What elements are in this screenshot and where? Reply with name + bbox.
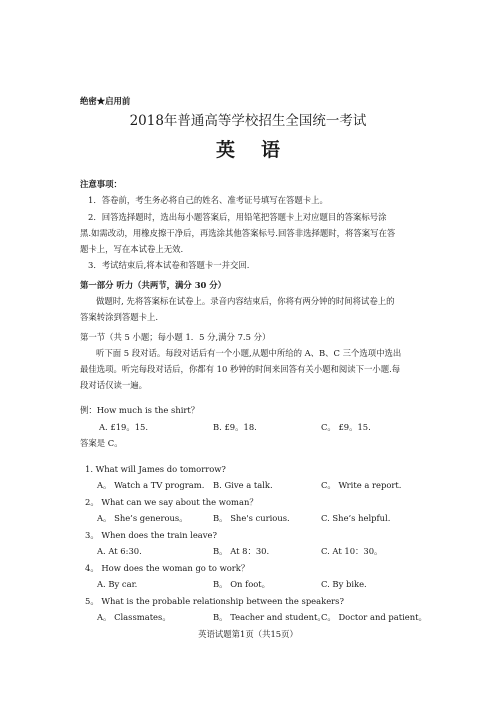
notes-line: 2．回答选择题时，选出每小题答案后，用铅笔把答题卡上对应题目的答案标号涂 — [88, 212, 387, 222]
question-3: 3。 When does the train leave? — [85, 530, 217, 540]
question-2-option-a: A。 She’s generous。 — [97, 513, 188, 523]
question-1-option-c: C。 Write a report. — [321, 480, 402, 490]
question-5-option-c: C。 Doctor and patient。 — [321, 612, 427, 622]
notes-line: 题卡上，写在本试卷上无效. — [80, 244, 184, 254]
example-answer: 答案是 C。 — [80, 438, 123, 448]
question-4-option-a: A. By car. — [97, 579, 138, 589]
question-4-option-b: B。 On foot。 — [213, 579, 271, 589]
subject-title — [0, 139, 496, 161]
subject-char-1: 英 — [215, 139, 235, 161]
question-2: 2。 What can we say about the woman？ — [85, 497, 258, 507]
question-3-option-c: C. At 10：30。 — [321, 546, 383, 556]
notes-line: 1．答卷前，考生务必将自己的姓名、准考证号填写在答题卡上。 — [88, 195, 328, 205]
section1-line: 听下面 5 段对话。每段对话后有一个小题,从题中所给的 A、B、C 三个选项中选出 — [96, 348, 402, 358]
question-3-option-b: B。 At 8：30. — [213, 546, 270, 556]
notes-heading: 注意事项： — [80, 179, 122, 189]
question-1-option-a: A。 Watch a TV program. — [97, 480, 205, 490]
notes-line: 3．考试结束后,将本试卷和答题卡一并交回. — [88, 260, 250, 270]
question-3-option-a: A. At 6:30. — [97, 546, 142, 556]
question-4: 4。 How does the woman go to work？ — [85, 563, 250, 573]
part1-line: 答案转涂到答题卡上. — [80, 312, 159, 322]
question-2-option-c: C. She’s helpful. — [321, 513, 391, 523]
question-5-option-b: B。 Teacher and student。 — [213, 612, 326, 622]
example-option-c: C。 £9。15. — [321, 422, 371, 432]
section1-line: 段对话仅读一遍。 — [80, 380, 147, 390]
subject-char-2: 语 — [261, 139, 281, 161]
question-5: 5。 What is the probable relationship between the speakers? — [85, 596, 344, 606]
example-question: 例：How much is the shirt？ — [80, 405, 200, 415]
example-option-b: B. £9。18. — [213, 422, 257, 432]
exam-title: 2018年普通高等学校招生全国统一考试 — [129, 113, 367, 129]
question-5-option-a: A。 Classmates。 — [97, 612, 171, 622]
part1-line: 做题时, 先将答案标在试卷上。录音内容结束后，你将有两分钟的时间将试卷上的 — [96, 296, 395, 306]
question-1-option-b: B. Give a talk. — [213, 480, 273, 490]
section1-heading: 第一节（共 5 小题；每小题 1．5 分,满分 7.5 分） — [80, 332, 271, 342]
confidential-label: 绝密★启用前 — [80, 96, 131, 106]
question-1: 1. What will James do tomorrow? — [85, 464, 226, 474]
part1-heading: 第一部分 听力（共两节，满分 30 分） — [80, 280, 227, 290]
example-option-a: A. £19。15. — [99, 422, 149, 432]
page-footer: 英语试题第1页（共15页） — [198, 629, 298, 639]
section1-line: 最佳选项。听完每段对话后，你都有 10 秒钟的时间来回答有关小题和阅读下一小题.每 — [80, 364, 401, 374]
question-2-option-b: B。 She's curious. — [213, 513, 290, 523]
question-4-option-c: C. By bike. — [321, 579, 367, 589]
notes-line: 黑.如需改动，用橡皮擦干净后，再选涂其他答案标号.回答非选择题时，将答案写在答 — [80, 228, 396, 238]
